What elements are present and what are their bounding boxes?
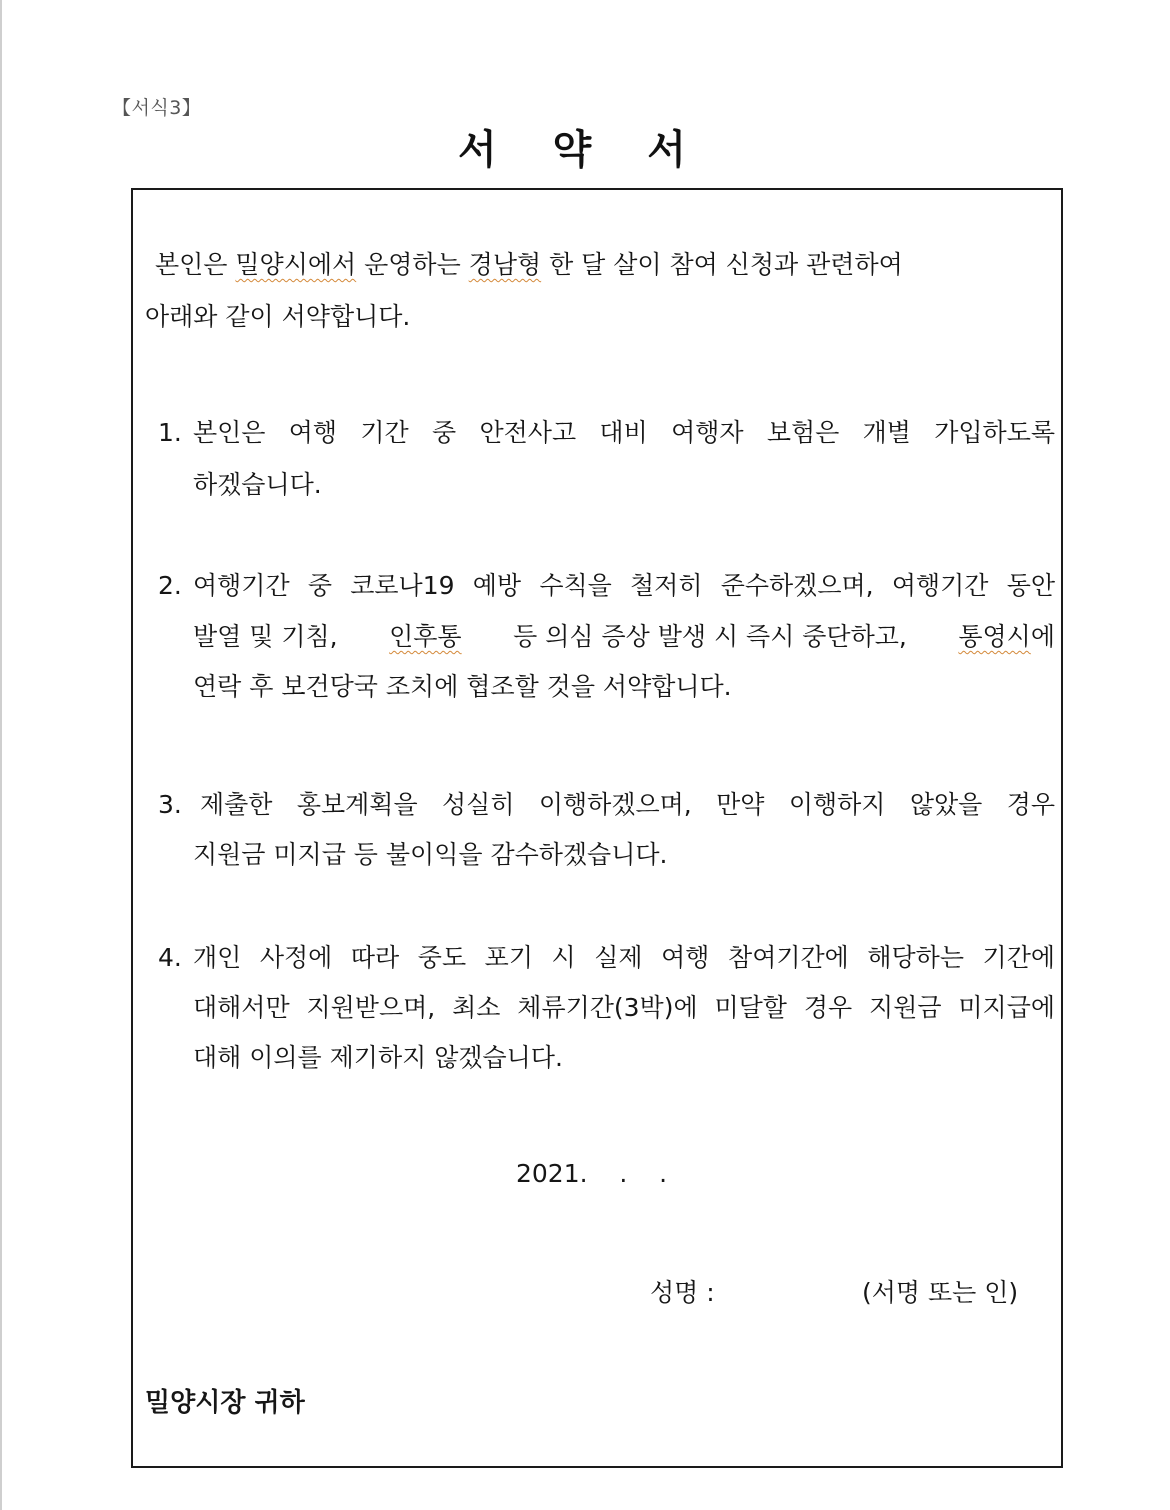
item-2-line-2-e: 에 <box>1030 622 1055 651</box>
form-number-label: 【서식3】 <box>112 97 202 119</box>
item-2-line-2-a: 발열 및 기침, <box>193 622 346 651</box>
signature-label: 성명 : <box>650 1278 715 1307</box>
item-4-line-2: 대해서만 지원받으며, 최소 체류기간(3박)에 미달할 경우 지원금 미지급에 <box>193 993 1055 1022</box>
item-1-line-1: 본인은 여행 기간 중 안전사고 대비 여행자 보험은 개별 가입하도록 <box>193 418 1055 447</box>
item-2-symptom-word: 인후통 <box>389 622 462 651</box>
intro-text-e: 한 달 살이 참여 신청과 관련하여 <box>541 250 903 279</box>
document-title: 서약서 <box>458 127 742 173</box>
item-4-line-1: 개인 사정에 따라 중도 포기 시 실제 여행 참여기간에 해당하는 기간에 <box>193 943 1055 972</box>
pledge-frame <box>131 188 1063 1468</box>
signature-placeholder: (서명 또는 인) <box>862 1278 1019 1307</box>
item-2-line-2-c: 등 의심 증상 발생 시 즉시 중단하고, <box>505 622 915 651</box>
intro-text-c: 운영하는 <box>356 250 469 279</box>
item-4-number: 4. <box>158 943 182 972</box>
item-3-line-2: 지원금 미지급 등 불이익을 감수하겠습니다. <box>193 840 668 869</box>
addressee: 밀양시장 귀하 <box>145 1388 305 1418</box>
item-2-line-2 <box>193 624 1055 649</box>
item-2-line-3: 연락 후 보건당국 조치에 협조할 것을 서약합니다. <box>193 672 732 701</box>
item-1-number: 1. <box>158 418 182 447</box>
intro-line-1 <box>155 252 1017 277</box>
page-edge <box>0 0 2 1510</box>
intro-text-a: 본인은 <box>155 250 236 279</box>
item-2-line-1: 여행기간 중 코로나19 예방 수칙을 철저히 준수하겠으며, 여행기간 동안 <box>193 571 1055 600</box>
item-4-line-3: 대해 이의를 제기하지 않겠습니다. <box>193 1043 563 1072</box>
item-3-number: 3. <box>158 790 182 819</box>
item-3-line-1: 제출한 홍보계획을 성실히 이행하겠으며, 만약 이행하지 않았을 경우 <box>200 790 1055 819</box>
intro-city-word: 밀양시에서 <box>235 250 357 279</box>
item-1-line-2: 하겠습니다. <box>193 470 322 499</box>
item-2-number: 2. <box>158 571 182 600</box>
intro-province-word: 경남형 <box>468 250 542 279</box>
intro-line-2: 아래와 같이 서약합니다. <box>145 302 411 331</box>
pledge-date: 2021. . . <box>516 1159 668 1188</box>
item-2-city-word: 통영시 <box>958 622 1031 651</box>
